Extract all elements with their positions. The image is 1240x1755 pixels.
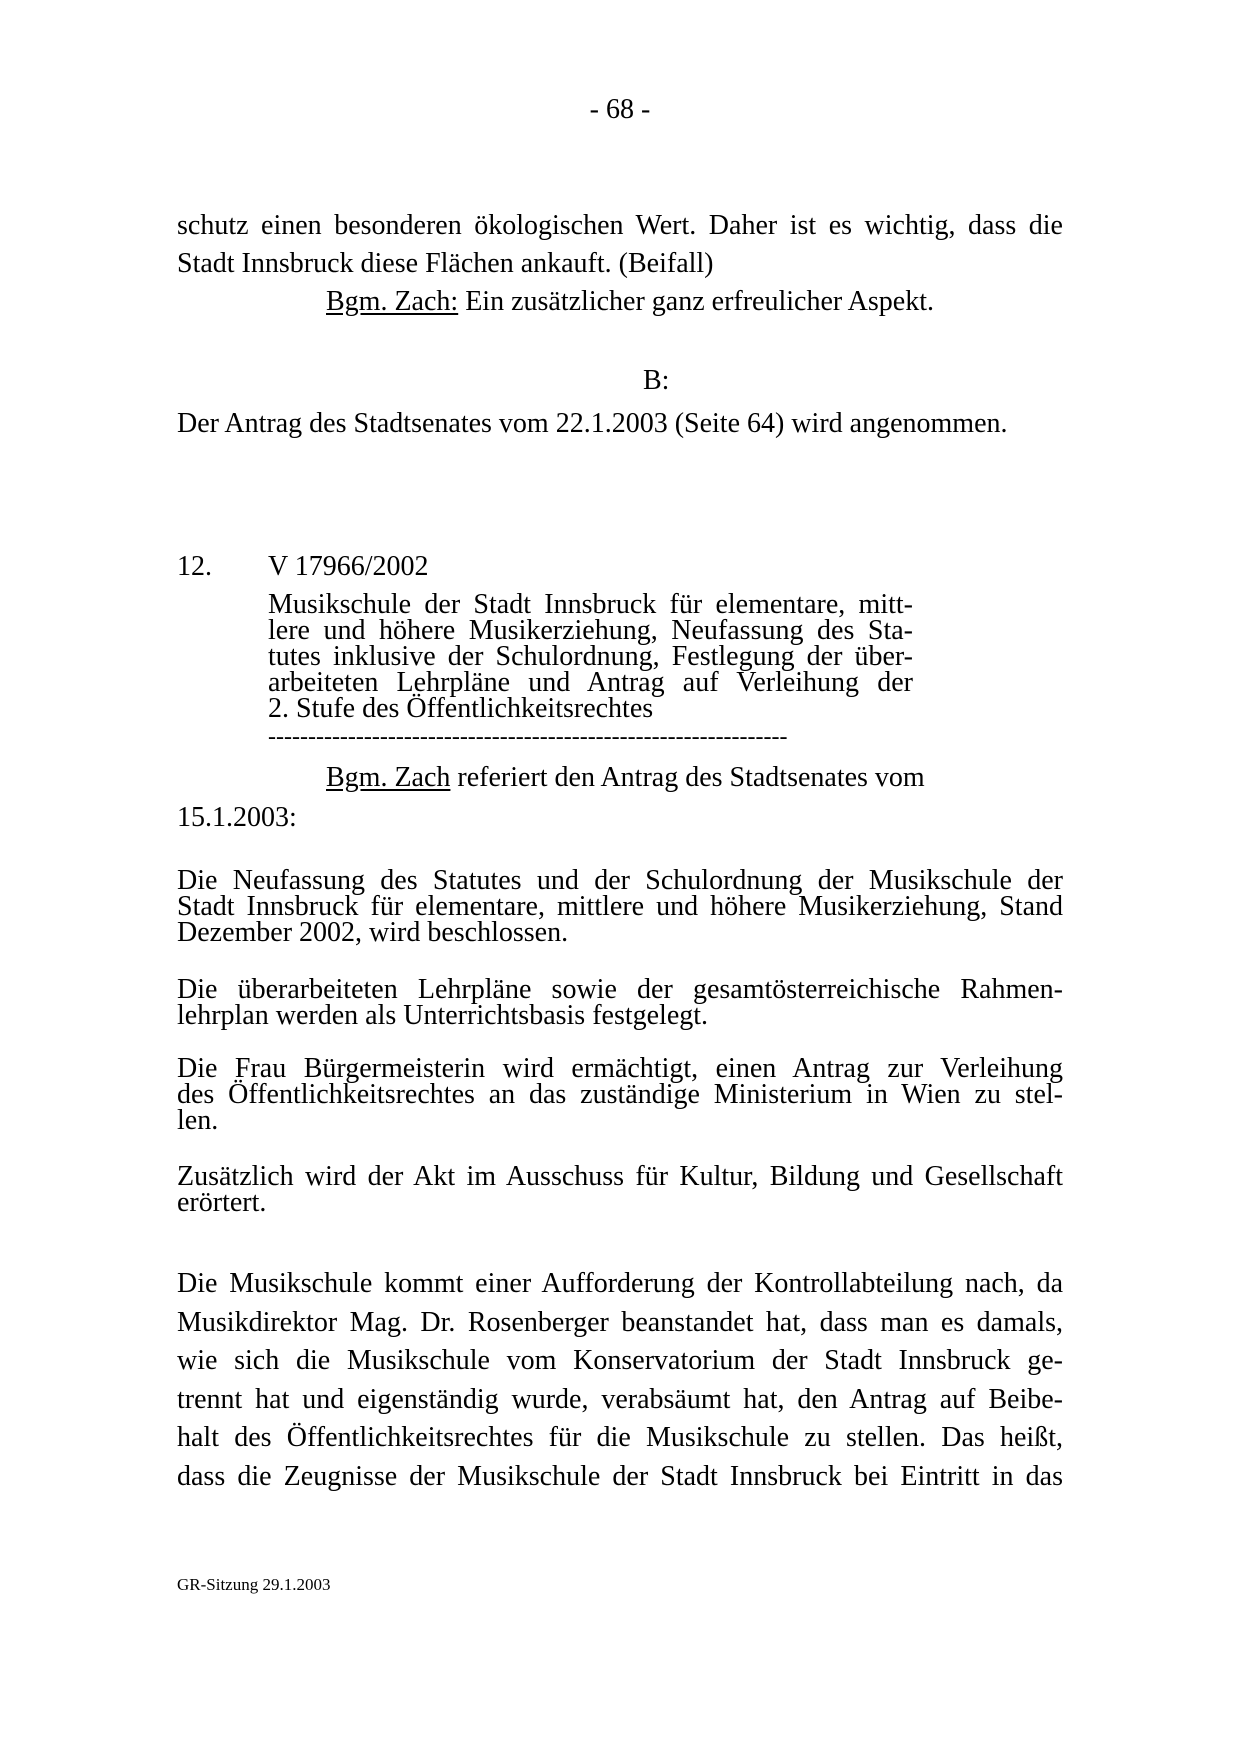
item-title-line: Musikschule der Stadt Innsbruck für elementare, mitt- [268, 589, 913, 620]
item-reference: V 17966/2002 [268, 551, 429, 582]
discussion-line: wie sich die Musikschule vom Konservatorium der Stadt Innsbruck ge- [177, 1345, 1063, 1376]
motion-paragraph-1 [177, 865, 1063, 948]
discussion-paragraph [177, 1265, 1063, 1496]
motion-line: Die Neufassung des Statutes und der Schulordnung der Musikschule der [177, 865, 1063, 896]
continuation-line-1: schutz einen besonderen ökologischen Wert. Daher ist es wichtig, dass die [177, 210, 1063, 241]
item-separator: ----------------------------------------------------------------- [268, 724, 788, 750]
item-title-line: arbeiteten Lehrpläne und Antrag auf Verleihung der [268, 667, 913, 698]
continuation-line-2: Stadt Innsbruck diese Flächen ankauft. (Beifall) [177, 248, 714, 279]
footer: GR-Sitzung 29.1.2003 [177, 1575, 331, 1594]
motion-line: des Öffentlichkeitsrechtes an das zuständige Ministerium in Wien zu stel- [177, 1079, 1063, 1110]
item-title [268, 589, 913, 724]
motion-paragraph-4 [177, 1161, 1063, 1218]
remark-text: Ein zusätzlicher ganz erfreulicher Aspekt. [458, 286, 934, 317]
motion-line: lehrplan werden als Unterrichtsbasis festgelegt. [177, 1000, 709, 1031]
motion-line: Dezember 2002, wird beschlossen. [177, 917, 569, 948]
discussion-line: Die Musikschule kommt einer Aufforderung der Kontrollabteilung nach, da [177, 1268, 1063, 1299]
resolution-label: B: [643, 365, 670, 396]
speaker-name: Bgm. Zach: [326, 286, 459, 317]
discussion-line: dass die Zeugnisse der Musikschule der Stadt Innsbruck bei Eintritt in das [177, 1460, 1063, 1492]
discussion-line: halt des Öffentlichkeitsrechtes für die Musikschule zu stellen. Das heißt, [177, 1422, 1063, 1453]
item-title-line: tutes inklusive der Schulordnung, Festlegung der über- [268, 641, 913, 672]
motion-line: Die Frau Bürgermeisterin wird ermächtigt, einen Antrag zur Verleihung [177, 1053, 1063, 1084]
item-title-line: 2. Stufe des Öffentlichkeitsrechtes [268, 693, 654, 724]
motion-paragraph-2 [177, 974, 1063, 1031]
remark-zach [326, 284, 934, 320]
item-title-line: lere und höhere Musikerziehung, Neufassung des Sta- [268, 615, 913, 646]
speaker-name: Bgm. Zach [326, 762, 451, 793]
motion-line: Stadt Innsbruck für elementare, mittlere und höhere Musikerziehung, Stand [177, 891, 1063, 922]
item-number: 12. [177, 551, 212, 582]
motion-line: Zusätzlich wird der Akt im Ausschuss für Kultur, Bildung und Gesellschaft [177, 1161, 1063, 1192]
item-date: 15.1.2003: [177, 802, 297, 833]
discussion-line: trennt hat und eigenständig wurde, verabsäumt hat, den Antrag auf Beibe- [177, 1383, 1063, 1415]
motion-line: len. [177, 1105, 219, 1136]
item-intro [326, 760, 925, 796]
intro-text: referiert den Antrag des Stadtsenates vom [450, 762, 925, 793]
discussion-line: Musikdirektor Mag. Dr. Rosenberger beanstandet hat, dass man es damals, [177, 1306, 1063, 1338]
motion-paragraph-3 [177, 1053, 1063, 1136]
page-number: - 68 - [589, 94, 651, 125]
motion-line: Die überarbeiteten Lehrpläne sowie der gesamtösterreichische Rahmen- [177, 974, 1063, 1005]
resolution-text: Der Antrag des Stadtsenates vom 22.1.2003 (Seite 64) wird angenommen. [177, 408, 1008, 439]
motion-line: erörtert. [177, 1187, 267, 1218]
